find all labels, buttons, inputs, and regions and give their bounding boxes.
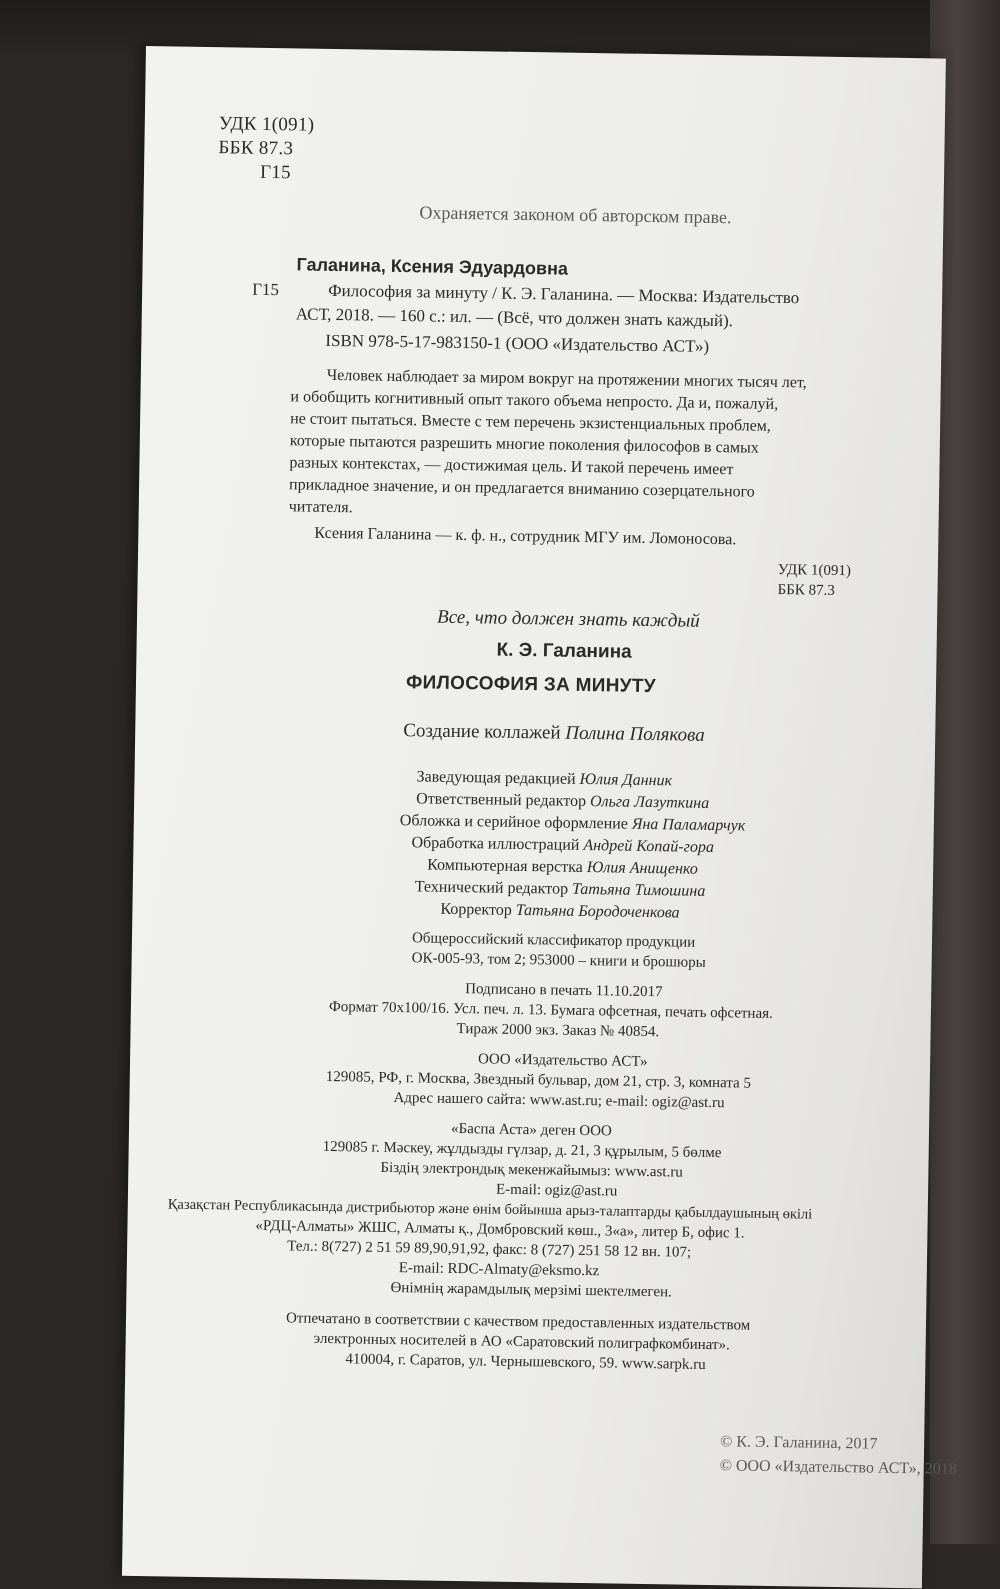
printer-line: 410004, г. Саратов, ул. Чернышевского, 59. www.sarpk.ru bbox=[345, 1351, 706, 1373]
credit-line bbox=[416, 768, 672, 790]
publisher-line: Адрес нашего сайта: www.ast.ru; e-mail: ogiz@ast.ru bbox=[393, 1090, 725, 1112]
classifier-line: ОК-005-93, том 2; 953000 – книги и брошюры bbox=[411, 950, 706, 971]
credit-line bbox=[416, 790, 709, 813]
catalog-index: Г15 bbox=[252, 279, 280, 300]
catalog-udk: УДК 1(091) bbox=[777, 561, 852, 580]
annotation-line: и обобщить когнитивный опыт такого объема непросто. Да и, пожалуй, bbox=[290, 388, 779, 413]
credit-name: Юлия Анищенко bbox=[586, 859, 699, 878]
credit-line bbox=[400, 812, 746, 835]
kz-line: 129085 г. Мәскеу, жұлдызды гүлзар, д. 21, 3 құрылым, 5 бөлме bbox=[322, 1138, 722, 1162]
credit-role: Заведующая редакцией bbox=[416, 768, 576, 788]
kz-line: Өнімнің жарамдылық мерзімі шектелмеген. bbox=[390, 1279, 672, 1301]
kz-line: «Баспа Аста» деген ООО bbox=[450, 1120, 612, 1140]
kz-line: «РДЦ-Алматы» ЖШС, Алматы қ., Домбровский көш., 3«а», литер Б, офис 1. bbox=[255, 1217, 745, 1242]
annotation-line: разных контекстах, — достижимая цель. И такой перечень имеет bbox=[289, 454, 734, 479]
classifier-line: Общероссийский классификатор продукции bbox=[411, 930, 696, 951]
credit-name: Юлия Данник bbox=[579, 770, 673, 790]
credit-name: Татьяна Бородоченкова bbox=[515, 901, 680, 922]
copyright-line: © ООО «Издательство АСТ», 2018 bbox=[719, 1457, 957, 1478]
catalog-author: Галанина, Ксения Эдуардовна bbox=[296, 254, 569, 279]
catalog-isbn: ISBN 978-5-17-983150-1 (ООО «Издательство АСТ») bbox=[325, 330, 710, 356]
bbk-code: ББК 87.3 bbox=[218, 137, 294, 160]
credit-line bbox=[440, 901, 679, 923]
credit-role: Обложка и серийное оформление bbox=[399, 812, 629, 833]
printer-line: электронных носителей в АО «Саратовский полиграфкомбинат». bbox=[313, 1330, 730, 1354]
credit-role: Обработка иллюстраций bbox=[411, 834, 580, 854]
collage-label: Создание коллажей bbox=[403, 720, 561, 744]
book-author: К. Э. Галанина bbox=[496, 639, 632, 663]
credit-role: Корректор bbox=[440, 900, 512, 919]
credit-name: Яна Паламарчук bbox=[631, 815, 746, 835]
credit-name: Андрей Копай-гора bbox=[583, 836, 715, 857]
print-info-line: Тираж 2000 экз. Заказ № 40854. bbox=[456, 1021, 660, 1041]
kz-line: Біздің электрондық мекенжайымыз: www.ast.ru bbox=[380, 1159, 683, 1181]
collage-credit bbox=[403, 720, 705, 747]
publisher-line: 129085, РФ, г. Москва, Звездный бульвар, дом 21, стр. 3, комната 5 bbox=[325, 1068, 752, 1092]
credit-role: Технический редактор bbox=[414, 878, 569, 898]
collage-name: Полина Полякова bbox=[565, 722, 705, 746]
printer-line: Отпечатано в соответствии с качеством предоставленных издательством bbox=[285, 1310, 751, 1334]
kz-line: E-mail: RDC-Almaty@eksmo.kz bbox=[398, 1260, 600, 1280]
catalog-bbk: ББК 87.3 bbox=[777, 581, 835, 599]
annotation-line: Человек наблюдает за миром вокруг на протяжении многих тысяч лет, bbox=[326, 366, 807, 392]
credit-line bbox=[415, 878, 706, 901]
credit-line bbox=[411, 834, 714, 857]
book-title: ФИЛОСОФИЯ ЗА МИНУТУ bbox=[405, 672, 657, 698]
kz-line: Қазақстан Республикасында дистрибьютор және өнім бойынша арыз-талаптарды қабылдаушының өкілі bbox=[167, 1196, 813, 1223]
author-note: Ксения Галанина — к. ф. н., сотрудник МГУ им. Ломоносова. bbox=[314, 524, 737, 549]
credit-name: Ольга Лазуткина bbox=[589, 793, 710, 812]
kz-line: Тел.: 8(727) 2 51 59 89,90,91,92, факс: 8 (727) 251 58 12 вн. 107; bbox=[287, 1238, 692, 1261]
annotation-line: не стоит пытаться. Вместе с тем перечень экзистенциальных проблем, bbox=[290, 410, 772, 435]
catalog-line: Философия за минуту / К. Э. Галанина. — Москва: Издательство bbox=[328, 280, 800, 308]
author-index: Г15 bbox=[259, 161, 292, 184]
annotation-line: прикладное значение, и он предлагается вниманию созерцательного bbox=[288, 476, 755, 501]
series-title: Все, что должен знать каждый bbox=[436, 606, 700, 632]
publisher-line: ООО «Издательство АСТ» bbox=[477, 1051, 648, 1071]
catalog-line: АСТ, 2018. — 160 с.: ил. — (Всё, что должен знать каждый). bbox=[295, 304, 734, 331]
print-info-line: Подписано в печать 11.10.2017 bbox=[465, 981, 663, 1001]
copyright-notice: Охраняется законом об авторском праве. bbox=[419, 202, 732, 228]
copyright-line: © К. Э. Галанина, 2017 bbox=[720, 1433, 878, 1453]
udk-code: УДК 1(091) bbox=[218, 113, 315, 136]
annotation-line: которые пытаются разрешить многие поколения философов в самых bbox=[289, 432, 759, 457]
kz-line: E-mail: ogiz@ast.ru bbox=[495, 1181, 618, 1200]
annotation-line: читателя. bbox=[288, 498, 353, 517]
credit-line bbox=[427, 857, 698, 879]
credit-role: Ответственный редактор bbox=[416, 790, 587, 811]
credit-name: Татьяна Тимошина bbox=[571, 880, 706, 900]
print-info-line: Формат 70х100/16. Усл. печ. л. 13. Бумага офсетная, печать офсетная. bbox=[328, 998, 773, 1022]
book-page bbox=[122, 46, 957, 1588]
credit-role: Компьютерная верстка bbox=[427, 856, 583, 876]
